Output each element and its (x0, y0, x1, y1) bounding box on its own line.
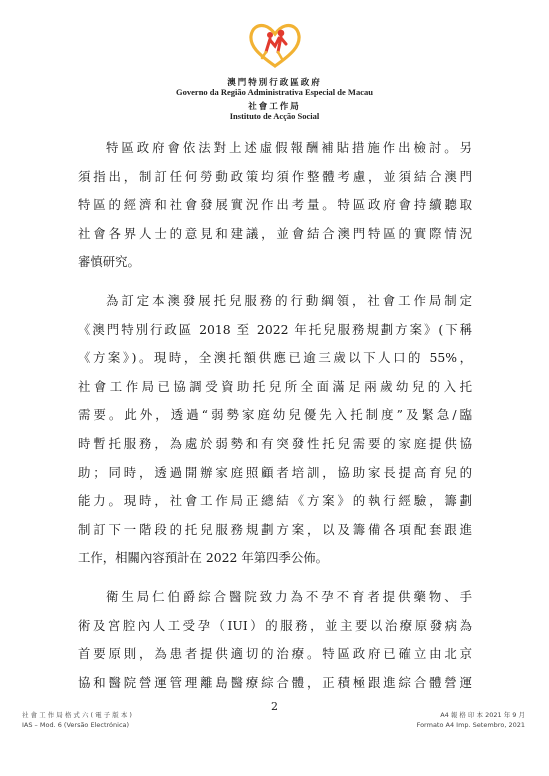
text-line: 工作，相關內容預計在 2022 年第四季公佈。 (78, 550, 329, 566)
paragraph-3 (78, 583, 472, 697)
text-line: 需要。此外，透過“弱勢家庭幼兒優先入托制度”及緊急/臨 (78, 407, 472, 423)
text-line: 能力。現時，社會工作局正總結《方案》的執行經驗，籌劃 (78, 493, 472, 509)
text-line: 社會工作局已協調受資助托兒所全面滿足兩歲幼兒的入托 (78, 378, 472, 394)
text-line: 為訂定本澳發展托兒服務的行動綱領，社會工作局制定 (106, 292, 472, 308)
ias-logo-icon (248, 22, 302, 70)
paragraph-1 (78, 134, 472, 277)
text-line: 審慎研究。 (78, 254, 140, 270)
institute-name-pt: Instituto de Acção Social (229, 111, 320, 121)
paragraph-2 (78, 287, 472, 573)
text-line: 須指出，制訂任何勞動政策均須作整體考慮，並須結合澳門 (78, 168, 472, 184)
text-line: 《澳門特別行政區 2018 至 2022 年托兒服務規劃方案》(下稱 (78, 321, 472, 337)
government-name-pt: Governo da Região Administrativa Especial de Macau (176, 87, 373, 97)
text-line: 協和醫院營運管理離島醫療綜合體，正積極跟進綜合體營運 (78, 674, 472, 690)
footer-form-pt: IAS – Mod. 6 (Versão Electrónica) (22, 720, 130, 729)
footer-format-zh: A4 報 格 印 本 2021 年 9 月 (440, 711, 525, 719)
institute-name-zh: 社會工作局 (248, 102, 301, 112)
footer-left (22, 711, 132, 730)
text-line: 社會各界人士的意見和建議，並會結合澳門特區的實際情況 (78, 225, 472, 241)
text-line: 時暫托服務，為處於弱勢和有突發性托兒需要的家庭提供協 (78, 435, 472, 451)
text-line: 特區的經濟和社會發展實況作出考量。特區政府會持續聽取 (78, 197, 472, 213)
footer-format-pt: Formato A4 Imp. Setembro, 2021 (416, 720, 525, 729)
government-name-zh: 澳門特別行政區政府 (227, 78, 322, 88)
text-line: 助；同時，透過開辦家庭照顧者培訓，協助家長提高育兒的 (78, 464, 472, 480)
document-body (78, 134, 472, 707)
text-line: 特區政府會依法對上述虛假報酬補貼措施作出檢討。另 (106, 140, 472, 155)
text-line: 首要原則，為患者提供適切的治療。特區政府已確立由北京 (78, 646, 472, 662)
footer-form-zh: 社 會 工 作 局 格 式 六 ( 電 子 版 本 ) (22, 711, 132, 719)
text-line: 制訂下一階段的托兒服務規劃方案，以及籌備各項配套跟進 (78, 521, 472, 537)
footer-right (417, 711, 525, 730)
page-number: 2 (271, 700, 278, 713)
text-line: 《方案》)。現時，全澳托額供應已逾三歲以下人口的 55%， (78, 350, 472, 366)
text-line: 術及宮腔內人工受孕（IUI）的服務，並主要以治療原發病為 (78, 617, 472, 633)
text-line: 衛生局仁伯爵綜合醫院致力為不孕不育者提供藥物、手 (106, 588, 472, 604)
